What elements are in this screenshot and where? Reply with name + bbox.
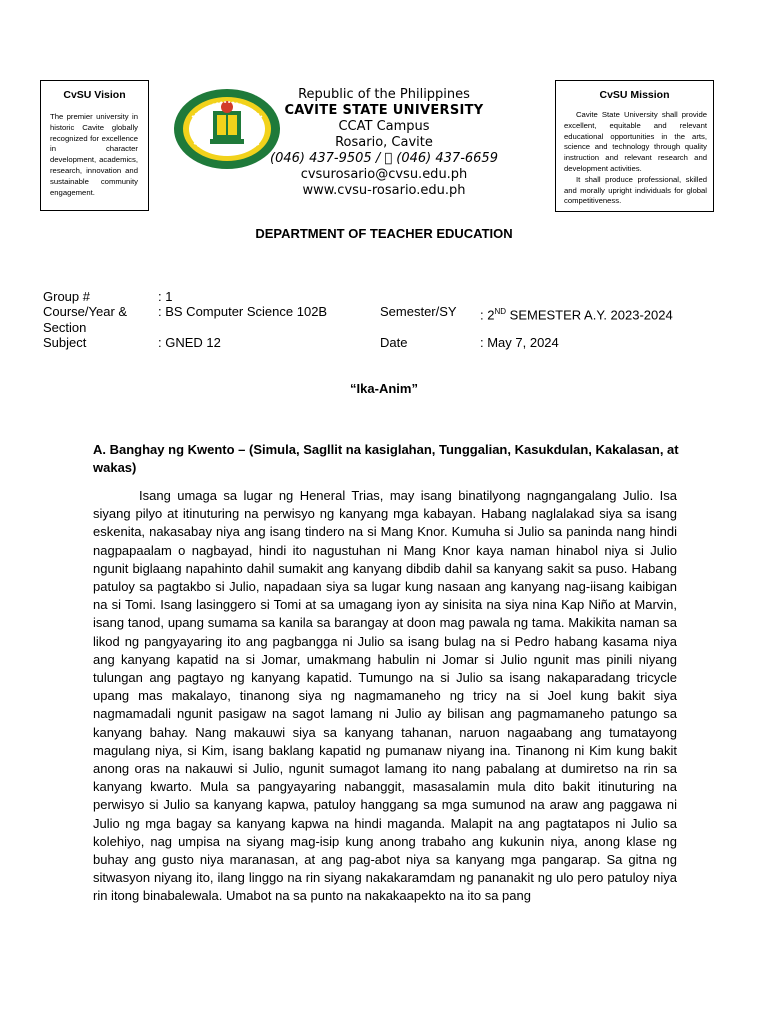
mission-text: [564, 110, 707, 207]
mission-paragraph-1: Cavite State University shall provide excellent, equitable and relevant educational opportunities in the arts, science and technology through quality instruction and relevant research and development activities.: [564, 110, 707, 173]
group-value: : 1: [158, 289, 173, 304]
university-name: CAVITE STATE UNIVERSITY: [284, 103, 484, 118]
website-line: www.cvsu-rosario.edu.ph: [302, 183, 466, 198]
semester-value: [480, 304, 673, 323]
course-label-section: Section: [43, 320, 87, 335]
date-label: Date: [380, 335, 408, 350]
location-line: Rosario, Cavite: [335, 135, 433, 150]
subject-label: Subject: [43, 335, 87, 350]
vision-title: CvSU Vision: [63, 89, 126, 101]
group-label: Group #: [43, 289, 90, 304]
semester-suffix: SEMESTER A.Y. 2023-2024: [506, 307, 673, 323]
mission-title: CvSU Mission: [599, 89, 670, 101]
course-label: Course/Year &: [43, 304, 128, 319]
semester-superscript: ND: [494, 307, 507, 316]
republic-line: Republic of the Philippines: [298, 87, 470, 102]
campus-line: CCAT Campus: [338, 119, 430, 134]
phone-line: (046) 437-9505 /   (046) 437-6659: [270, 151, 498, 166]
story-body: Isang umaga sa lugar ng Heneral Trias, may isang binatilyong nagngangalang Julio. Isa siyang pilyo at itinuturing na perwisyo ng kanyang mga kabayan. Habang naglalakad siya sa isang eskenita, nakasabay niya ang isang tindero na si Mang Knor. Kumuha si Julio sa paninda nang hindi nagpapaalam o nagbayad, hindi ito nagustuhan ni Mang Knor kaya naman hinabol niya si Julio ngunit biglaang napahinto dahil sumakit ang kanyang dibdib dahil sa kanyang sakit sa puso. Habang patuloy sa pagtakbo si Julio, napadaan siya sa lugar kung nasaan ang kanyang nag-iisang kaibigan na si Tomi. Isang lasinggero si Tomi at sa umagang iyon ay sinisita na siya nina Kap Niño at Marvin, isang tanod, upang sumama sa kanila sa barangay at doon mag pawala ng tama. Makikita naman sa likod ng pangyayaring ito ang pagbangga ni Julio sa isang bulag na si Pedro habang kasama niya ang kanyang kapatid na si Jomar, umakmang habulin ni Jomar si Julio ngunit mas pinili niyang tulungan ang pagtayo ng kanyang kapatid. Tumungo na si Julio sa isang nakaparadang tricycle upang mas makalayo, tinanong siya ng nagmamaneho ng tricy na si Joel kung bakit siya nagmamadali ngunit pasigaw na sagot lamang ni Julio ay bilisan ang pagmamaneho patungo sa kanyang bahay. Nang makauwi siya sa kanyang tahanan, naruon nagaabang ang tumatayong magulang niya, si Kim, isang baklang kapatid ng pumanaw niyang ina. Tinanong ni Kim kung bakit anong oras na nakauwi si Julio, ngunit sumagot lamang ito nang pabalang at dumiretso na rin sa kanyang kwarto. Mula sa pangyayaring nabanggit, masasalamin mula dito bakit itinuturing na perwisyo si Julio sa kanyang kapwa, patuloy hanggang sa mga sumunod na araw ang paggawa ni Julio ng mga bagay sa kanyang kapwa na hindi maganda. Malapit na ang pagtatapos ni Julio sa kolehiyo, nag umpisa na siyang mag-isip kung anong trabaho ang kukunin niya, anong klase ng buhay ang gusto niya maranasan, at ang pag-abot niya sa kanyang mga pangarap. Sa gitna ng sitwasyon niyang ito, ilang linggo na rin siyang nakakaramdam ng pananakit ng ulo pero patuloy niya rin itong binabalewala. Umabot na sa punto na nakakaapekto na ito sa pang: [93, 488, 677, 904]
department-title: DEPARTMENT OF TEACHER EDUCATION: [255, 226, 513, 241]
mission-paragraph-2: It shall produce professional, skilled and morally upright individuals for global competitiveness.: [564, 174, 707, 206]
email-line: cvsurosario@cvsu.edu.ph: [300, 167, 468, 182]
document-title: “Ika-Anim”: [350, 381, 418, 396]
section-heading: A. Banghay ng Kwento – (Simula, Sagllit na kasiglahan, Tunggalian, Kasukdulan, Kakalasan, at wakas): [93, 442, 679, 475]
letterhead: [230, 87, 538, 199]
semester-prefix: : 2: [480, 307, 495, 323]
semester-label: Semester/SY: [380, 304, 457, 319]
mission-box: [555, 80, 714, 212]
course-value: : BS Computer Science 102B: [158, 304, 328, 319]
vision-text: The premier university in historic Cavite globally recognized for excellence in character development, academics, research, innovation and sustainable community engagement.: [50, 112, 138, 197]
date-value: : May 7, 2024: [480, 335, 559, 350]
vision-box: [40, 80, 149, 211]
subject-value: : GNED 12: [158, 335, 221, 350]
